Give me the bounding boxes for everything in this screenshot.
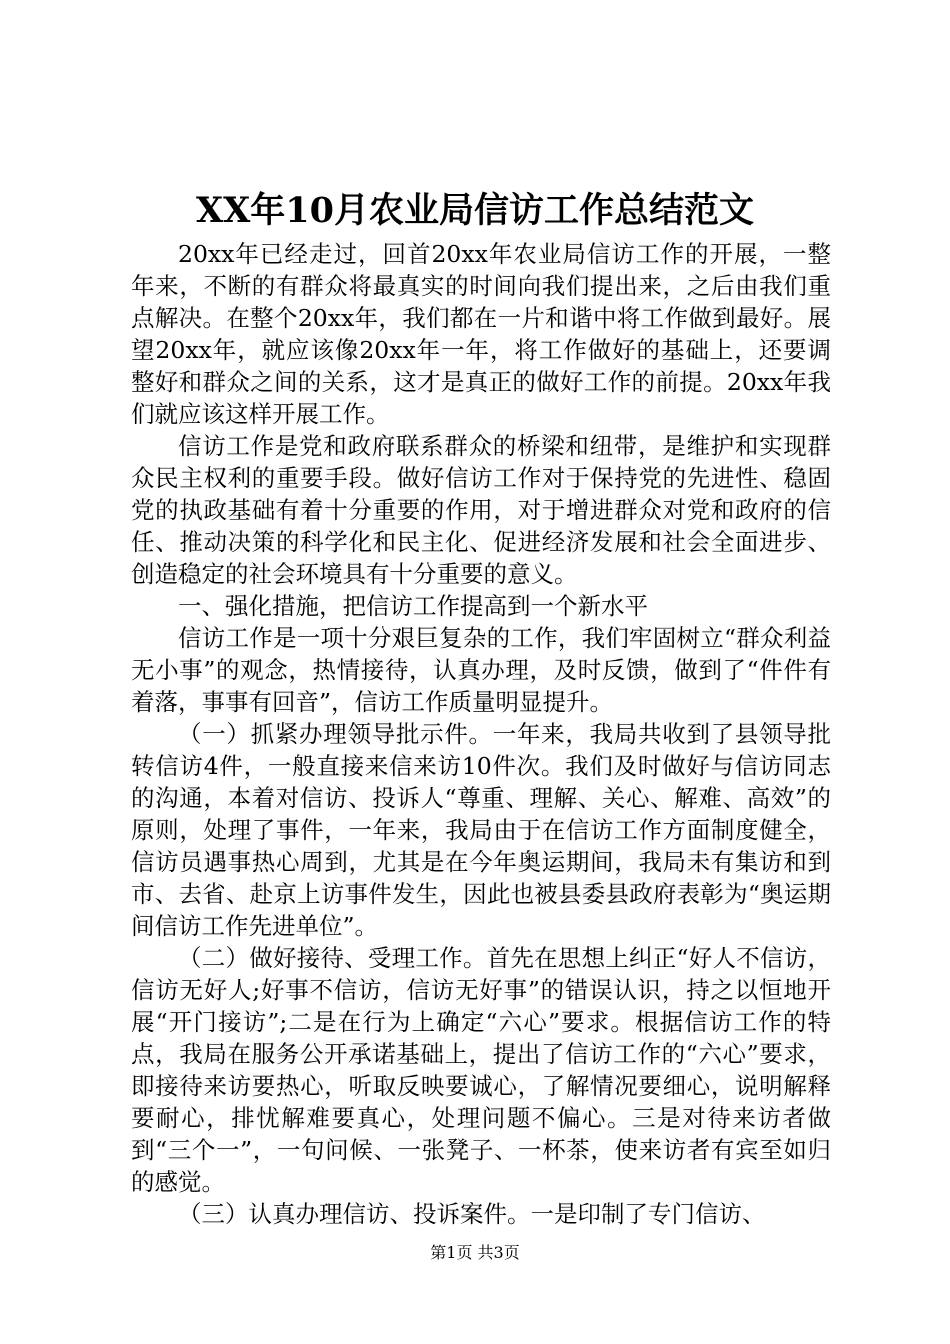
section-heading-1: 一、强化措施，把信访工作提高到一个新水平: [178, 592, 648, 620]
document-body: [131, 238, 831, 1230]
page-footer: 第1页 共3页: [430, 1243, 520, 1262]
paragraph-significance: 信访工作是党和政府联系群众的桥梁和纽带，是维护和实现群众民主权利的重要手段。做好信访工作对于保持党的先进性、稳固党的执政基础有着十分重要的作用，对于增进群众对党和政府的信任、推动决策的科学化和民主化、促进经济发展和社会全面进步、创造稳定的社会环境具有十分重要的意义。: [131, 432, 831, 588]
paragraph-item-1: （一）抓紧办理领导批示件。一年来，我局共收到了县领导批转信访4件，一般直接来信来访10件次。我们及时做好与信访同志的沟通，本着对信访、投诉人“尊重、理解、关心、解难、高效”的原则，处理了事件，一年来，我局由于在信访工作方面制度健全，信访员遇事热心周到，尤其是在今年奥运期间，我局未有集访和到市、去省、赴京上访事件发生，因此也被县委县政府表彰为“奥运期间信访工作先进单位”。: [131, 720, 831, 940]
paragraph-item-3: （三）认真办理信访、投诉案件。一是印制了专门信访、: [178, 1200, 766, 1228]
paragraph-section-1: 信访工作是一项十分艰巨复杂的工作，我们牢固树立“群众利益无小事”的观念，热情接待，认真办理，及时反馈，做到了“件件有着落，事事有回音”，信访工作质量明显提升。: [131, 624, 831, 716]
document-title: XX年10月农业局信访工作总结范文: [195, 190, 755, 231]
paragraph-item-2: （二）做好接待、受理工作。首先在思想上纠正“好人不信访，信访无好人;好事不信访，信访无好事”的错误认识，持之以恒地开展“开门接访”;二是在行为上确定“六心”要求。根据信访工作的特点，我局在服务公开承诺基础上，提出了信访工作的“六心”要求，即接待来访要热心，听取反映要诚心，了解情况要细心，说明解释要耐心，排忧解难要真心，处理问题不偏心。三是对待来访者做到“三个一”，一句问候、一张凳子、一杯茶，使来访者有宾至如归的感觉。: [131, 944, 831, 1196]
paragraph-intro: 20xx年已经走过，回首20xx年农业局信访工作的开展，一整年来，不断的有群众将最真实的时间向我们提出来，之后由我们重点解决。在整个20xx年，我们都在一片和谐中将工作做到最好。展望20xx年，就应该像20xx年一年，将工作做好的基础上，还要调整好和群众之间的关系，这才是真正的做好工作的前提。20xx年我们就应该这样开展工作。: [131, 240, 831, 428]
